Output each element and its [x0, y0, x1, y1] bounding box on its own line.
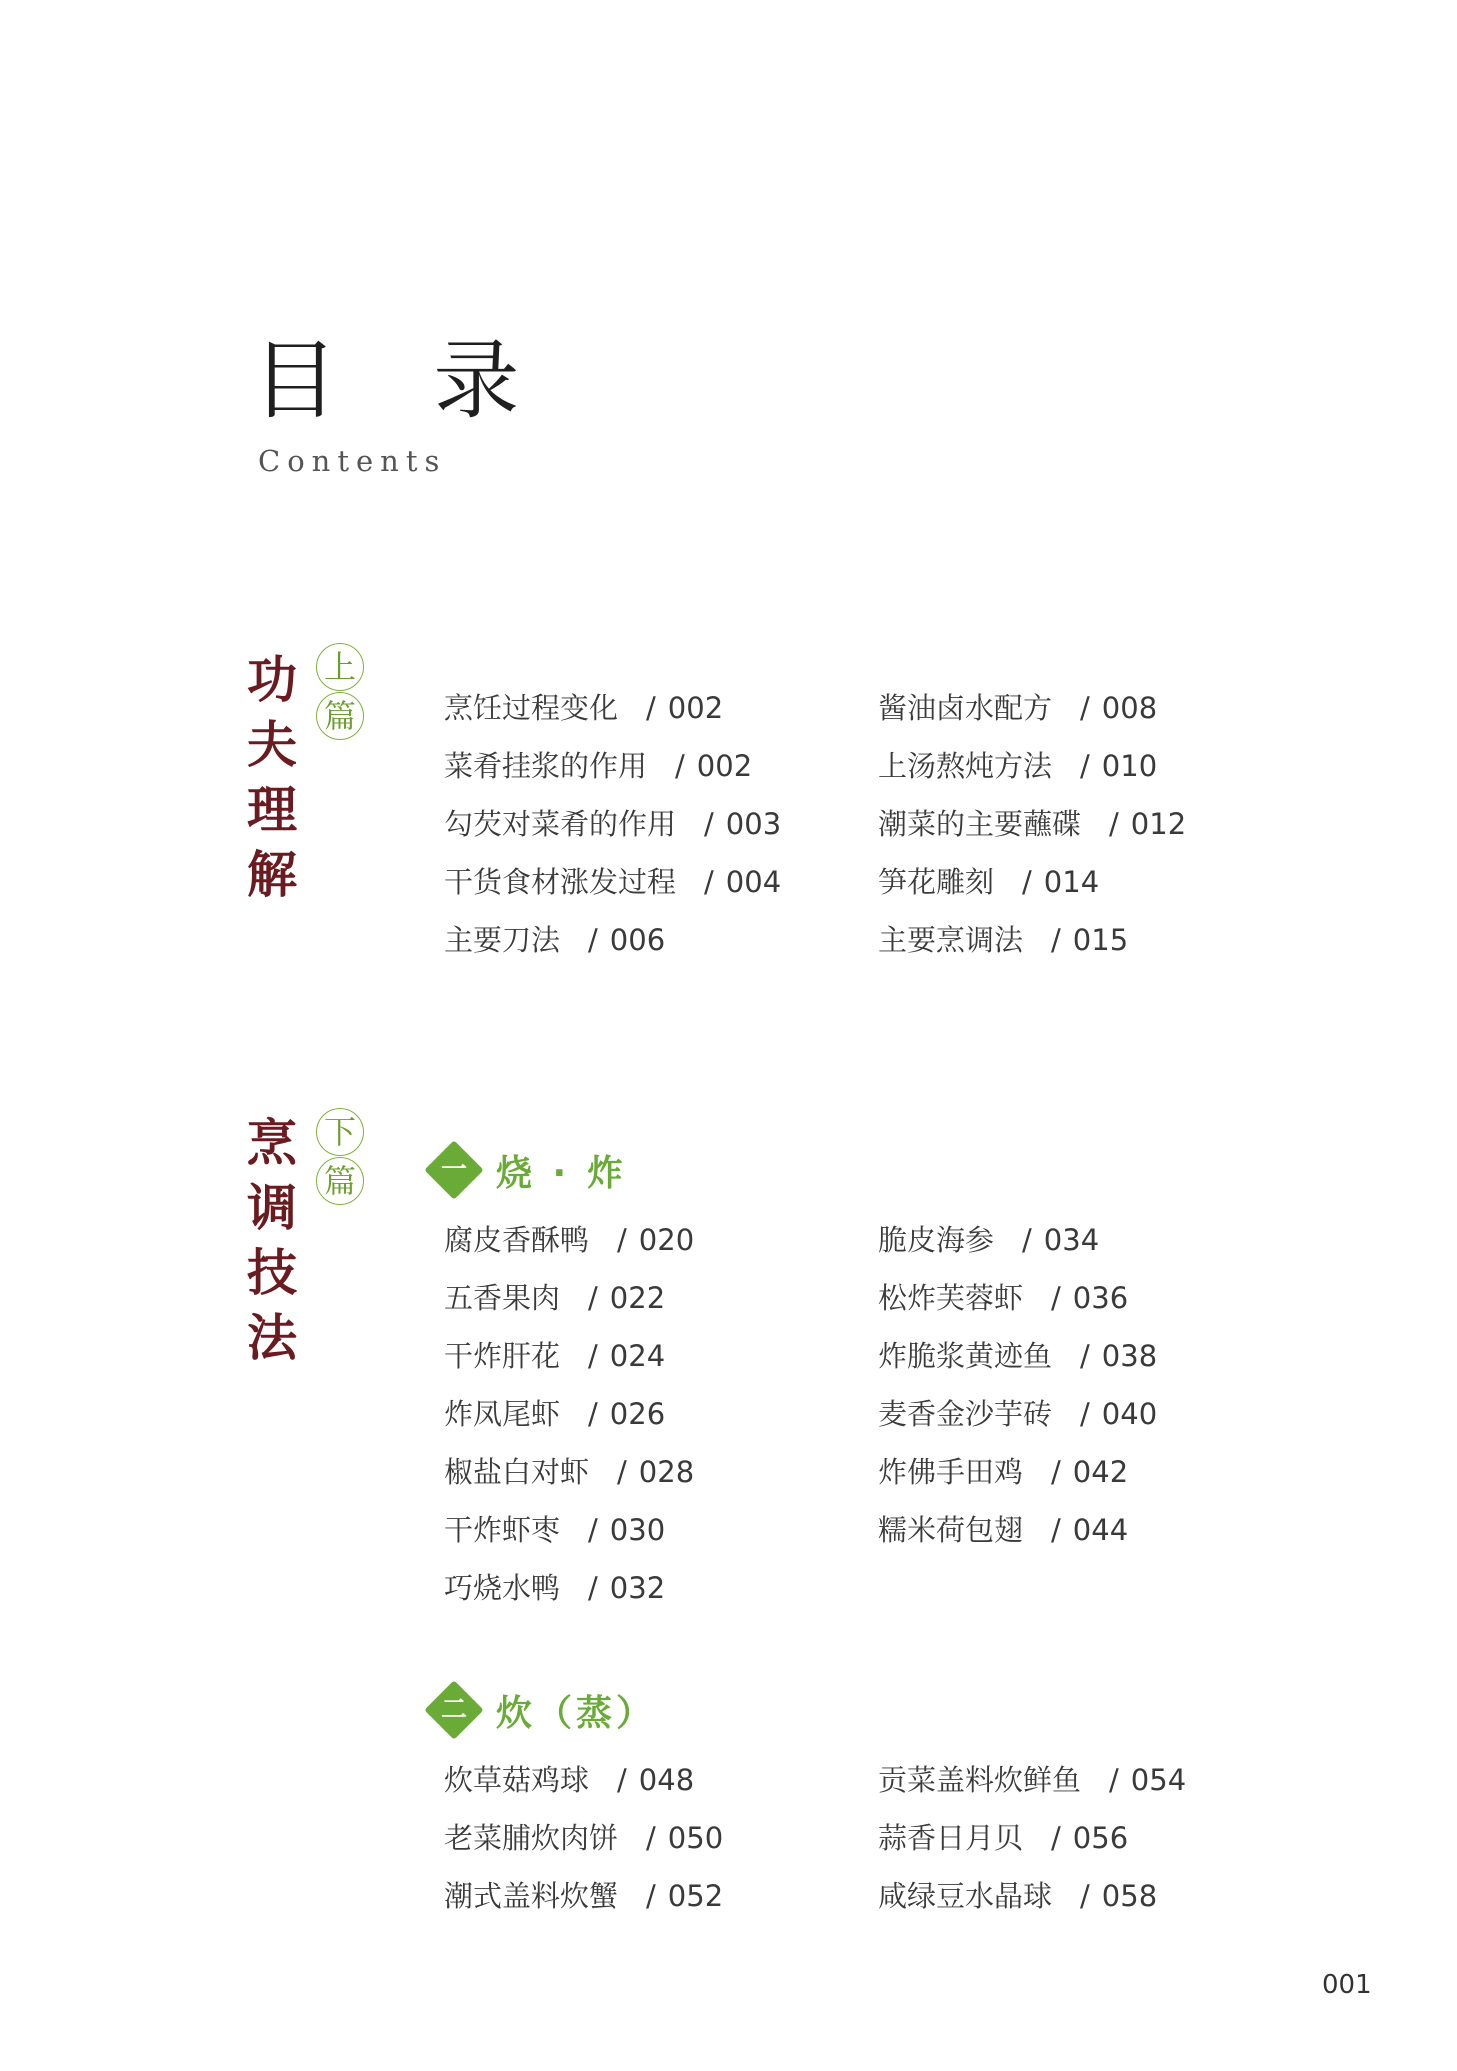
entry-page: 032: [609, 1571, 666, 1605]
entry-title: 主要刀法: [444, 923, 561, 957]
entry-separator: /: [704, 865, 714, 899]
entry-separator: /: [1080, 1339, 1090, 1373]
entry-separator: /: [1080, 691, 1090, 725]
toc-entry[interactable]: [878, 1394, 1157, 1434]
entry-page: 004: [725, 865, 782, 899]
entry-page: 010: [1101, 749, 1158, 783]
part2-title-char: 烹: [247, 1113, 297, 1172]
entry-page: 015: [1072, 923, 1129, 957]
section-label: 烧 · 炸: [496, 1152, 627, 1194]
entry-page: 026: [609, 1397, 666, 1431]
entry-title: 咸绿豆水晶球: [878, 1879, 1053, 1913]
toc-entry[interactable]: [878, 688, 1186, 728]
entry-title: 糯米荷包翅: [878, 1513, 1024, 1547]
toc-entry[interactable]: [444, 1568, 694, 1608]
part1-col2: [878, 688, 1186, 960]
entry-title: 贡菜盖料炊鲜鱼: [878, 1763, 1082, 1797]
section-number: 一: [440, 1155, 467, 1185]
entry-page: 036: [1072, 1281, 1129, 1315]
toc-entry[interactable]: [878, 1336, 1157, 1376]
entry-page: 030: [609, 1513, 666, 1547]
entry-title: 老菜脯炊肉饼: [444, 1821, 619, 1855]
toc-entry[interactable]: [444, 1278, 694, 1318]
section1-col1: [444, 1220, 694, 1608]
part1-title-char: 功: [247, 650, 297, 709]
entry-title: 炊草菇鸡球: [444, 1763, 590, 1797]
entry-page: 058: [1101, 1879, 1158, 1913]
entry-separator: /: [1080, 1397, 1090, 1431]
entry-page: 008: [1101, 691, 1158, 725]
section-header-1: [424, 1140, 627, 1200]
part2-title-char: 调: [247, 1178, 297, 1237]
entry-title: 五香果肉: [444, 1281, 561, 1315]
entry-separator: /: [1080, 1879, 1090, 1913]
entry-title: 烹饪过程变化: [444, 691, 619, 725]
toc-entry[interactable]: [444, 746, 781, 786]
toc-entry[interactable]: [878, 1278, 1157, 1318]
entry-title: 笋花雕刻: [878, 865, 995, 899]
toc-entry[interactable]: [444, 1760, 723, 1800]
section-label: 炊（蒸）: [496, 1692, 657, 1734]
entry-separator: /: [1051, 1821, 1061, 1855]
section2-col2: [878, 1760, 1186, 1916]
toc-entry[interactable]: [878, 862, 1186, 902]
toc-entry[interactable]: [878, 1510, 1157, 1550]
entry-separator: /: [1051, 1513, 1061, 1547]
entry-page: 052: [667, 1879, 724, 1913]
entry-title: 松炸芙蓉虾: [878, 1281, 1024, 1315]
badge-char-circle: 篇: [316, 1157, 364, 1205]
entry-separator: /: [588, 1571, 598, 1605]
toc-entry[interactable]: [444, 1510, 694, 1550]
entry-title: 潮式盖料炊蟹: [444, 1879, 619, 1913]
entry-page: 056: [1072, 1821, 1129, 1855]
entry-page: 040: [1101, 1397, 1158, 1431]
entry-separator: /: [617, 1223, 627, 1257]
entry-separator: /: [1051, 1455, 1061, 1489]
entry-separator: /: [617, 1763, 627, 1797]
entry-separator: /: [588, 1397, 598, 1431]
toc-entry[interactable]: [444, 1220, 694, 1260]
toc-entry[interactable]: [878, 746, 1186, 786]
entry-separator: /: [646, 1879, 656, 1913]
entry-page: 002: [696, 749, 753, 783]
entry-page: 006: [609, 923, 666, 957]
entry-separator: /: [704, 807, 714, 841]
entry-title: 菜肴挂浆的作用: [444, 749, 648, 783]
page-subtitle: Contents: [258, 444, 447, 478]
section-header-2: [424, 1680, 656, 1740]
page-title: 目 录: [252, 331, 554, 431]
diamond-badge-icon: [424, 1140, 484, 1200]
entry-separator: /: [1051, 923, 1061, 957]
entry-separator: /: [675, 749, 685, 783]
entry-separator: /: [646, 691, 656, 725]
entry-title: 干货食材涨发过程: [444, 865, 677, 899]
entry-title: 蒜香日月贝: [878, 1821, 1024, 1855]
toc-entry[interactable]: [878, 1220, 1157, 1260]
entry-title: 腐皮香酥鸭: [444, 1223, 590, 1257]
diamond-badge-icon: [424, 1680, 484, 1740]
entry-page: 012: [1130, 807, 1187, 841]
entry-title: 炸佛手田鸡: [878, 1455, 1024, 1489]
part1-title-char: 解: [247, 845, 297, 904]
entry-separator: /: [617, 1455, 627, 1489]
part1-col1: [444, 688, 781, 960]
entry-separator: /: [588, 923, 598, 957]
part1-title-char: 理: [247, 780, 297, 839]
entry-title: 炸脆浆黄迹鱼: [878, 1339, 1053, 1373]
entry-page: 054: [1130, 1763, 1187, 1797]
toc-entry[interactable]: [444, 1394, 694, 1434]
entry-page: 003: [725, 807, 782, 841]
entry-page: 022: [609, 1281, 666, 1315]
entry-title: 麦香金沙芋砖: [878, 1397, 1053, 1431]
toc-entry[interactable]: [878, 920, 1186, 960]
entry-title: 脆皮海参: [878, 1223, 995, 1257]
entry-title: 炸凤尾虾: [444, 1397, 561, 1431]
section2-col1: [444, 1760, 723, 1916]
toc-entry[interactable]: [444, 688, 781, 728]
section1-col2: [878, 1220, 1157, 1550]
entry-title: 巧烧水鸭: [444, 1571, 561, 1605]
toc-entry[interactable]: [878, 1876, 1186, 1916]
badge-char-circle: 上: [316, 643, 364, 691]
entry-page: 050: [667, 1821, 724, 1855]
entry-page: 028: [638, 1455, 695, 1489]
part1-title-char: 夫: [247, 715, 297, 774]
badge-char-circle: 下: [316, 1108, 364, 1156]
toc-entry[interactable]: [444, 1336, 694, 1376]
toc-entry[interactable]: [878, 1452, 1157, 1492]
entry-separator: /: [588, 1281, 598, 1315]
toc-entry[interactable]: [878, 804, 1186, 844]
entry-separator: /: [1051, 1281, 1061, 1315]
entry-title: 勾芡对菜肴的作用: [444, 807, 677, 841]
toc-entry[interactable]: [444, 862, 781, 902]
entry-title: 椒盐白对虾: [444, 1455, 590, 1489]
entry-page: 024: [609, 1339, 666, 1373]
toc-entry[interactable]: [444, 1818, 723, 1858]
part2-badge: [316, 1108, 368, 1206]
toc-entry[interactable]: [444, 1876, 723, 1916]
part2-title-char: 技: [247, 1243, 297, 1302]
part2-title-char: 法: [247, 1308, 297, 1367]
section-number: 二: [440, 1695, 467, 1725]
entry-separator: /: [1109, 807, 1119, 841]
entry-page: 034: [1043, 1223, 1100, 1257]
entry-page: 044: [1072, 1513, 1129, 1547]
entry-page: 020: [638, 1223, 695, 1257]
entry-title: 潮菜的主要蘸碟: [878, 807, 1082, 841]
part1-badge: [316, 643, 368, 741]
toc-entry[interactable]: [878, 1760, 1186, 1800]
entry-title: 干炸肝花: [444, 1339, 561, 1373]
entry-page: 038: [1101, 1339, 1158, 1373]
badge-char-circle: 篇: [316, 692, 364, 740]
toc-entry[interactable]: [878, 1818, 1186, 1858]
entry-separator: /: [588, 1339, 598, 1373]
entry-page: 002: [667, 691, 724, 725]
entry-title: 酱油卤水配方: [878, 691, 1053, 725]
part1-title: [242, 647, 302, 907]
entry-separator: /: [1022, 865, 1032, 899]
entry-separator: /: [1022, 1223, 1032, 1257]
toc-entry[interactable]: [444, 804, 781, 844]
part2-title: [242, 1110, 302, 1370]
toc-entry[interactable]: [444, 920, 781, 960]
entry-title: 上汤熬炖方法: [878, 749, 1053, 783]
entry-title: 主要烹调法: [878, 923, 1024, 957]
entry-separator: /: [588, 1513, 598, 1547]
entry-separator: /: [1109, 1763, 1119, 1797]
toc-entry[interactable]: [444, 1452, 694, 1492]
page-number: 001: [1322, 1970, 1372, 2000]
entry-separator: /: [646, 1821, 656, 1855]
entry-page: 048: [638, 1763, 695, 1797]
entry-title: 干炸虾枣: [444, 1513, 561, 1547]
entry-separator: /: [1080, 749, 1090, 783]
entry-page: 014: [1043, 865, 1100, 899]
entry-page: 042: [1072, 1455, 1129, 1489]
